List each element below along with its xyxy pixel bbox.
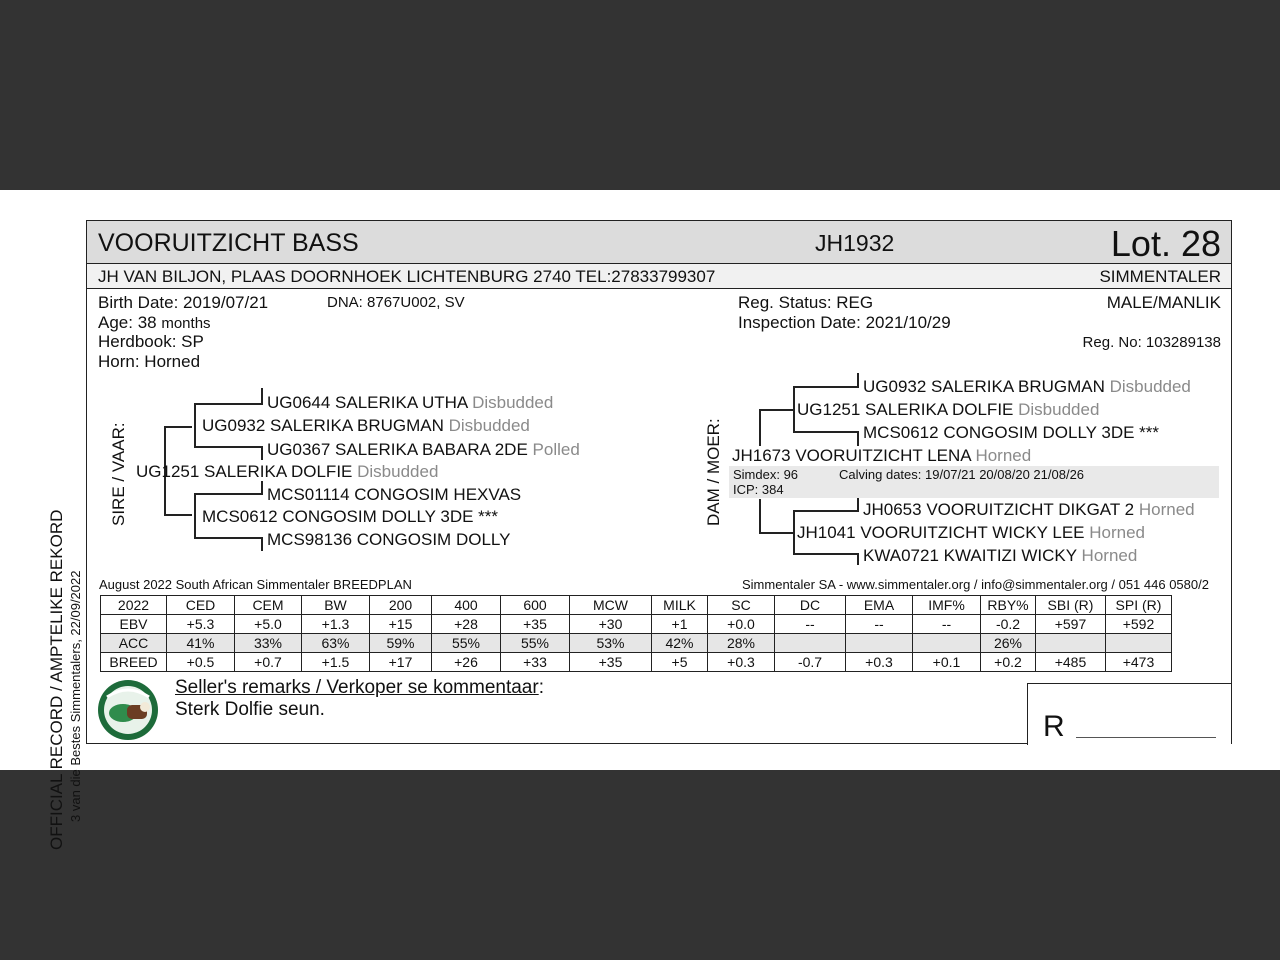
owner-line: JH VAN BILJON, PLAAS DOORNHOEK LICHTENBURG 2740 TEL:27833799307 xyxy=(98,267,716,286)
ebv-cell: -- xyxy=(846,615,913,634)
ebv-cell: +592 xyxy=(1106,615,1172,634)
ebv-cell: +5.0 xyxy=(235,615,302,634)
breed-society-logo xyxy=(97,679,159,741)
lot-number: Lot. 28 xyxy=(1110,223,1221,264)
sire-dam: MCS0612 CONGOSIM DOLLY 3DE *** xyxy=(202,507,499,526)
ebv-cell: +0.3 xyxy=(846,653,913,672)
ebv-cell: ACC xyxy=(101,634,167,653)
ebv-cell: 53% xyxy=(570,634,652,653)
breed-name: SIMMENTALER xyxy=(1099,267,1221,286)
dam: JH1673 VOORUITZICHT LENA Horned xyxy=(732,446,1032,465)
dam-dam: JH1041 VOORUITZICHT WICKY LEE Horned xyxy=(797,523,1145,542)
ebv-cell: +30 xyxy=(570,615,652,634)
ebv-header-cell: SC xyxy=(708,596,775,615)
ebv-cell: +597 xyxy=(1036,615,1106,634)
ebv-cell: 42% xyxy=(652,634,708,653)
ebv-cell xyxy=(913,634,981,653)
sire: UG1251 SALERIKA DOLFIE Disbudded xyxy=(136,462,439,481)
ebv-cell: +0.0 xyxy=(708,615,775,634)
ebv-header-cell: BW xyxy=(302,596,370,615)
ebv-cell: 26% xyxy=(981,634,1036,653)
dam-simdex: Simdex: 96 xyxy=(733,467,799,482)
animal-name: VOORUITZICHT BASS xyxy=(98,229,359,257)
remarks-text: Sterk Dolfie seun. xyxy=(175,699,325,720)
price-box xyxy=(1027,683,1231,745)
dam-sire: UG1251 SALERIKA DOLFIE Disbudded xyxy=(797,400,1100,419)
ebv-header-cell: 2022 xyxy=(101,596,167,615)
reg-status: Reg. Status: REG xyxy=(738,293,874,312)
ebv-header-cell: RBY% xyxy=(981,596,1036,615)
ebv-cell xyxy=(846,634,913,653)
ebv-header-cell: DC xyxy=(775,596,846,615)
dam-calving-dates: Calving dates: 19/07/21 20/08/20 21/08/26 xyxy=(839,467,1085,482)
ebv-cell xyxy=(1036,634,1106,653)
ebv-cell: 59% xyxy=(370,634,432,653)
ebv-cell: +28 xyxy=(432,615,501,634)
dna-info: DNA: 8767U002, SV xyxy=(327,294,465,311)
breedplan-contact: Simmentaler SA - www.simmentaler.org / info@simmentaler.org / 051 446 0580/2 xyxy=(742,577,1209,592)
ebv-cell: +33 xyxy=(501,653,570,672)
lot-card xyxy=(86,220,1232,744)
animal-id: JH1932 xyxy=(815,230,895,256)
remarks-heading: Seller's remarks / Verkoper se kommentaar: xyxy=(175,677,544,698)
price-line[interactable] xyxy=(1076,737,1216,738)
horn-status: Horn: Horned xyxy=(98,352,201,371)
ebv-cell: -- xyxy=(775,615,846,634)
ebv-cell: +0.2 xyxy=(981,653,1036,672)
ebv-header-cell: 200 xyxy=(370,596,432,615)
ebv-cell: +1.3 xyxy=(302,615,370,634)
ebv-cell: 28% xyxy=(708,634,775,653)
ebv-cell: +0.7 xyxy=(235,653,302,672)
price-currency: R xyxy=(1043,710,1065,743)
dam-sire-dam: MCS0612 CONGOSIM DOLLY 3DE *** xyxy=(863,423,1160,442)
ebv-row xyxy=(101,615,1172,634)
ebv-cell: +1.5 xyxy=(302,653,370,672)
owner-bar xyxy=(87,264,1231,289)
dam-icp: ICP: 384 xyxy=(733,482,784,497)
ebv-cell: 33% xyxy=(235,634,302,653)
lot-sheet xyxy=(0,190,1280,850)
ebv-cell: -- xyxy=(913,615,981,634)
ebv-cell: +35 xyxy=(570,653,652,672)
ebv-cell: +0.1 xyxy=(913,653,981,672)
ebv-cell: BREED xyxy=(101,653,167,672)
breedplan-caption: August 2022 South African Simmentaler BREEDPLAN xyxy=(99,577,412,592)
ebv-cell: -0.2 xyxy=(981,615,1036,634)
ebv-cell: +17 xyxy=(370,653,432,672)
ebv-cell: +35 xyxy=(501,615,570,634)
ebv-cell: 55% xyxy=(501,634,570,653)
age: Age: 38 months xyxy=(98,313,211,332)
title-bar xyxy=(87,221,1231,264)
source-label: 3 van die Bestes Simmentalers, 22/09/2022 xyxy=(68,570,83,822)
ebv-cell: +473 xyxy=(1106,653,1172,672)
sex: MALE/MANLIK xyxy=(1106,293,1221,312)
sire-dam-sire: MCS01114 CONGOSIM HEXVAS xyxy=(267,485,522,504)
ebv-cell xyxy=(1106,634,1172,653)
herdbook: Herdbook: SP xyxy=(98,332,204,351)
sire-dam-dam: MCS98136 CONGOSIM DOLLY xyxy=(267,530,511,549)
ebv-header-cell: SBI (R) xyxy=(1036,596,1106,615)
dam-label: DAM / MOER: xyxy=(704,418,723,526)
birth-date: Birth Date: 2019/07/21 xyxy=(98,293,269,312)
ebv-cell: 41% xyxy=(167,634,235,653)
ebv-cell: 63% xyxy=(302,634,370,653)
ebv-cell: +485 xyxy=(1036,653,1106,672)
ebv-header-cell: CEM xyxy=(235,596,302,615)
ebv-cell: +26 xyxy=(432,653,501,672)
ebv-header-cell: 600 xyxy=(501,596,570,615)
ebv-row xyxy=(101,653,1172,672)
ebv-header-cell: MILK xyxy=(652,596,708,615)
sire-sire-dam: UG0367 SALERIKA BABARA 2DE Polled xyxy=(267,440,580,459)
official-record-label: OFFICIAL RECORD / AMPTELIKE REKORD xyxy=(47,509,66,850)
ebv-cell: +5 xyxy=(652,653,708,672)
ebv-header-row xyxy=(101,596,1172,615)
ebv-header-cell: EMA xyxy=(846,596,913,615)
ebv-cell: +15 xyxy=(370,615,432,634)
ebv-cell xyxy=(775,634,846,653)
ebv-row xyxy=(101,634,1172,653)
ebv-header-cell: IMF% xyxy=(913,596,981,615)
ebv-cell: -0.7 xyxy=(775,653,846,672)
sire-sire: UG0932 SALERIKA BRUGMAN Disbudded xyxy=(202,416,530,435)
sire-sire-sire: UG0644 SALERIKA UTHA Disbudded xyxy=(267,393,554,412)
ebv-header-cell: CED xyxy=(167,596,235,615)
dam-dam-dam: KWA0721 KWAITIZI WICKY Horned xyxy=(863,546,1138,565)
ebv-header-cell: 400 xyxy=(432,596,501,615)
sire-label: SIRE / VAAR: xyxy=(109,422,128,526)
dam-sire-sire: UG0932 SALERIKA BRUGMAN Disbudded xyxy=(863,377,1191,396)
ebv-cell: +1 xyxy=(652,615,708,634)
ebv-header-cell: MCW xyxy=(570,596,652,615)
ebv-cell: +5.3 xyxy=(167,615,235,634)
reg-number: Reg. No: 103289138 xyxy=(1082,334,1221,351)
ebv-table xyxy=(100,595,1172,672)
dam-dam-sire: JH0653 VOORUITZICHT DIKGAT 2 Horned xyxy=(863,500,1195,519)
ebv-cell: +0.5 xyxy=(167,653,235,672)
inspection-date: Inspection Date: 2021/10/29 xyxy=(738,313,951,332)
ebv-cell: 55% xyxy=(432,634,501,653)
ebv-cell: EBV xyxy=(101,615,167,634)
ebv-cell: +0.3 xyxy=(708,653,775,672)
ebv-header-cell: SPI (R) xyxy=(1106,596,1172,615)
